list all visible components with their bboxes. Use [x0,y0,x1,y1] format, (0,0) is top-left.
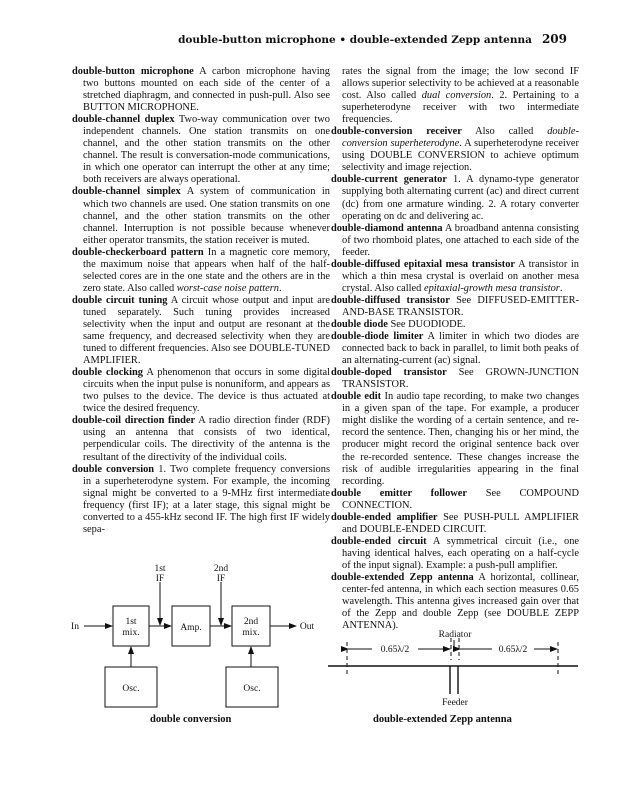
dictionary-entry: double edit In audio tape recording, to make two changes in a given span of the tape. For example, a producer might dislike the wording of a certain sentence, and re-record the sentence. Then, changing his or her mind, the producer might record the original sentence back over the re-recorded sentence. These changes increase the risk of audible irregularities appearing in the final recording. [331,391,579,487]
figure-caption-double-conversion: double conversion [150,714,232,725]
dictionary-entry: double-diode limiter A limiter in which two diodes are connected back to back in parallel, to limit both peaks of an alternating-current (ac) signal. [331,331,579,367]
first-mixer-label: mix. [122,628,140,638]
feeder-label: Feeder [442,698,468,708]
first-oscillator-label: Osc. [122,684,140,694]
dictionary-entry: double diode See DUODIODE. [331,318,466,330]
dictionary-entry: double clocking A phenomenon that occurs in some digital circuits when the input pulse is nonuniform, and appears as two pulses to the device. The device is thus actuated at twice the desired frequency. [72,367,331,415]
radiator-label: Radiator [438,630,472,640]
dictionary-entry: double-ended amplifier See PUSH-PULL AMPLIFIER and DOUBLE-ENDED CIRCUIT. [331,511,579,535]
dictionary-entry: double-current generator 1. A dynamo-type generator supplying both alternating current (ac) and direct current (dc) from one armature winding. 2. A rotary converter operating on dc and delivering ac. [331,174,579,222]
input-label: In [71,622,79,632]
left-length-label: 0.65λ/2 [380,645,410,655]
dictionary-entry: double emitter follower See COMPOUND CONNECTION. [331,487,579,511]
amplifier-label: Amp. [180,623,202,633]
entry-continuation: rates the signal from the image; the low second IF allows superior selectivity to be achieved at a reasonable cost. Also called dual conversion. 2. Pertaining to a superheterodyne receiver with two intermediate frequencies. [342,66,579,126]
dictionary-entry: double-coil direction finder A radio direction finder (RDF) using an antenna that consists of two identical, perpendicular coils. The directivity of the antenna is the resultant of the directivity of the individual coils. [72,415,331,463]
first-if-label: IF [155,574,165,584]
dictionary-entry: double-conversion receiver Also called double-conversion superheterodyne. A superheterodyne receiver using DOUBLE CONVERSION to achieve optimum selectivity and image rejection. [331,126,579,174]
dictionary-entry: double-diamond antenna A broadband antenna consisting of two rhomboid plates, one attached to each side of the feeder. [331,222,579,258]
first-if-label: 1st [154,564,166,574]
figure-caption-zepp-antenna: double-extended Zepp antenna [373,714,512,725]
output-label: Out [299,622,315,632]
dictionary-entry: double-channel simplex A system of communication in which two channels are used. One station transmits on one channel, and the other station transmits on the other channel. Interruption is not possible because whenever either operator transmits, the station receiver is muted. [72,186,331,246]
page-number: 209 [541,32,567,46]
dictionary-entry: double conversion 1. Two complete frequency conversions in a superheterodyne system. For example, the incoming signal might be converted to a 9-MHz first intermediate frequency (first IF); at a later stage, this signal might be converted to a 455-kHz second IF. The high first IF widely sepa- [72,463,330,535]
first-mixer-label: 1st [125,617,137,627]
zepp-antenna-diagram [328,638,578,694]
second-mixer-label: 2nd [243,617,259,627]
dictionary-entry: double-extended Zepp antenna A horizontal, collinear, center-fed antenna, in which each section measures 0.65 wavelength. This antenna gives increased gain over that of the Zepp and double Zepp (see DOUBLE ZEPP ANTENNA). [331,571,579,632]
second-if-label: IF [216,574,226,584]
dictionary-entry: double-checkerboard pattern In a magnetic core memory, the maximum noise that appears when half of the half-selected cores are in the one state and the others are in the zero state. Also called worst-case noise pattern. [72,246,330,294]
dictionary-entry: double-channel duplex Two-way communication over two independent channels. One station transmits on one channel, and the other station transmits on the other channel. The result is conversation-mode communications, in which one operator can interrupt the other at any time; both receivers are always operational. [72,114,330,186]
dictionary-entry: double circuit tuning A circuit whose output and input are tuned separately. Such tuning provides increased selectivity when the input and output are resonant at the same frequency, and decreased selectivity when they are tuned to different frequencies. Also see DOUBLE-TUNED AMPLIFIER. [72,294,330,367]
dictionary-entry: double-ended circuit A symmetrical circuit (i.e., one having identical halves, each operating on a half-cycle of the input signal). Example: a push-pull amplifier. [331,535,579,571]
dictionary-entry: double-button microphone A carbon microphone having two buttons mounted on each side of the center of a stretched diaphragm, and connected in push-pull. Also see BUTTON MICROPHONE. [72,66,330,114]
dictionary-entry: double-doped transistor See GROWN-JUNCTION TRANSISTOR. [331,367,579,391]
right-length-label: 0.65λ/2 [498,645,528,655]
dictionary-entry: double-diffused transistor See DIFFUSED-EMITTER-AND-BASE TRANSISTOR. [331,294,579,318]
second-oscillator-label: Osc. [243,684,261,694]
header-title: double-button microphone • double-extended Zepp antenna [178,34,532,46]
second-mixer-label: mix. [242,628,260,638]
second-if-label: 2nd [213,564,229,574]
dictionary-entry: double-diffused epitaxial mesa transistor A transistor in which a thin mesa crystal is overlaid on another mesa crystal. Also called epitaxial-growth mesa transistor. [331,258,579,294]
